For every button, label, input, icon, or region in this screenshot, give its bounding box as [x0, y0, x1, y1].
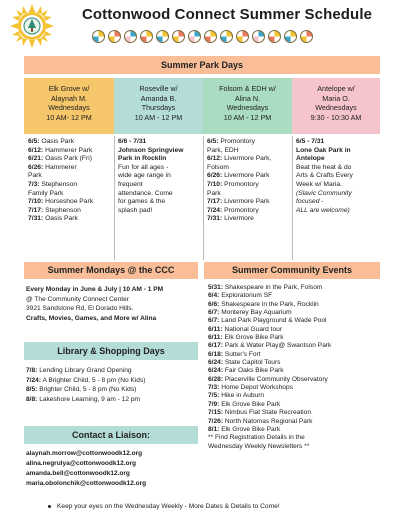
park-header-line: Alaynah M. [51, 93, 87, 103]
list-item [208, 384, 384, 392]
beach-ball-icon [300, 30, 313, 43]
item-date: 6/24: [208, 359, 224, 367]
mondays-schedule: Every Monday in June & July | 10 AM - 1 PM [26, 286, 164, 293]
park-column-roseville [114, 136, 203, 260]
list-item [208, 342, 384, 350]
list-item [26, 366, 200, 376]
list-item [207, 181, 288, 190]
list-item [207, 147, 288, 156]
item-text: Promontory [222, 180, 259, 188]
item-text: Exploratorium SF [219, 292, 273, 300]
item-text: North Natomas Regional Park [223, 417, 313, 425]
park-column-folsom [203, 136, 292, 260]
list-item [296, 198, 376, 207]
item-date: 6/26: [28, 163, 44, 171]
park-days-banner: Summer Park Days [24, 56, 380, 74]
park-column-header-roseville [114, 78, 203, 134]
library-list [26, 366, 200, 404]
item-text: attendance. Come [118, 189, 173, 197]
liaison-banner: Contact a Liaison: [24, 426, 198, 444]
item-text: Week w/ Maria. [296, 180, 342, 188]
item-text: Elk Grove Bike Park [219, 400, 281, 408]
item-text: Shakespeare in the Park, Folsom [223, 284, 323, 291]
item-text: Park & Water Play@ Swantson Park [223, 342, 332, 350]
item-date: Antelope [296, 155, 325, 163]
item-text: ** Find Registration Details in the [208, 434, 305, 442]
park-header-line: Maria O. [322, 93, 350, 103]
item-date: 7/31: [28, 215, 44, 223]
list-item [208, 367, 384, 375]
email-link[interactable]: amanda.bell@cottonwoodk12.org [26, 470, 130, 477]
list-item [118, 164, 199, 173]
item-text: Hike in Auburn [219, 392, 265, 400]
item-text: Hammerer [43, 163, 77, 171]
item-text: Elk Grove Bike Park [219, 425, 281, 433]
item-date: 8/1: [208, 425, 220, 433]
item-text: Beat the heat & do [296, 163, 352, 171]
item-text: Oasis Park [43, 215, 78, 223]
beach-ball-icon [236, 30, 249, 43]
item-date: 6/7: [208, 309, 220, 317]
item-text: Promontory [222, 206, 259, 214]
list-item [208, 292, 384, 300]
header [0, 0, 400, 56]
list-item [296, 164, 376, 173]
item-text: Lending Library Grand Opening [37, 367, 132, 374]
item-date: 7/9: [208, 400, 220, 408]
beach-ball-icon [108, 30, 121, 43]
item-date: 6/24: [208, 367, 224, 375]
item-text: focused - [296, 198, 324, 206]
beach-ball-icon [172, 30, 185, 43]
item-text: Promontory [218, 138, 255, 145]
item-text: Sutter's Fort [223, 350, 261, 358]
email-link[interactable]: alina.negrulya@cottonwoodk12.org [26, 460, 136, 467]
item-text: Livermore [222, 215, 254, 223]
item-text: Lakeshore Learning, 9 am - 12 pm [37, 395, 141, 403]
beach-ball-icon [268, 30, 281, 43]
sun-logo-icon [10, 4, 54, 48]
list-item [207, 207, 288, 216]
beach-ball-icon [252, 30, 265, 43]
beach-ball-icon [124, 30, 137, 43]
list-item [118, 181, 199, 190]
item-date: 7/10: [28, 198, 44, 206]
item-text: Fair Oaks Bike Park [223, 367, 284, 375]
list-item [296, 172, 376, 181]
item-text: A Brighter Child, 5 - 8 pm (No Kids) [41, 376, 146, 384]
list-item [118, 207, 199, 216]
events-list [208, 284, 384, 451]
footer-note [48, 503, 388, 510]
list-item [207, 215, 288, 224]
liaison-emails [26, 449, 200, 489]
item-text: Brighter Child, 5 - 8 pm (No Kids) [37, 386, 137, 394]
item-text: Folsom [207, 163, 229, 171]
item-date: Park in Rocklin [118, 155, 167, 163]
item-text: Arts & Crafts Every [296, 172, 353, 180]
mondays-banner: Summer Mondays @ the CCC [24, 262, 198, 279]
item-date: 7/3: [208, 384, 220, 392]
park-header-line: Folsom & EDH w/ [219, 84, 276, 93]
page-title: Cottonwood Connect Summer Schedule [81, 6, 373, 23]
beach-ball-icon [92, 30, 105, 43]
list-item [208, 359, 384, 367]
item-date: 6/5 - 7/31 [296, 138, 325, 145]
park-header-line: Alina N. [234, 93, 261, 103]
list-item [28, 215, 110, 224]
list-item [208, 409, 384, 417]
beach-ball-icon [204, 30, 217, 43]
list-item [296, 207, 376, 216]
list-item [26, 395, 200, 405]
item-date: 7/10: [207, 180, 223, 188]
item-date: 5/31: [208, 284, 224, 291]
park-column-header-folsom [203, 78, 292, 134]
item-text: Hammerer Park [43, 146, 93, 154]
item-text: Livermore Park, [222, 155, 272, 163]
item-date: 6/12: [28, 146, 44, 154]
list-item [296, 190, 376, 199]
item-text: Home Depot Workshops [219, 384, 293, 392]
list-item [208, 309, 384, 317]
item-date: 8/8: [26, 395, 38, 403]
list-item [296, 138, 376, 147]
item-date: 7/15: [208, 409, 224, 417]
mondays-details [26, 285, 200, 323]
park-header-line: 10 AM - 12 PM [223, 112, 272, 122]
item-date: 6/28: [208, 375, 224, 383]
item-date: 7/8: [26, 367, 38, 374]
mondays-location: @ The Community Connect Center [26, 295, 129, 303]
park-column-header-antelope [292, 78, 380, 134]
bullet-icon [48, 505, 51, 508]
item-date: Lone Oak Park in [296, 146, 351, 154]
item-text: Horseshoe Park [43, 198, 94, 206]
list-item [28, 147, 110, 156]
list-item [296, 181, 376, 190]
park-header-line: Antelope w/ [317, 84, 355, 93]
item-date: 7/24: [26, 376, 42, 384]
item-date: 8/5: [26, 386, 38, 394]
email-link[interactable]: alaynah.morrow@cottonwoodk12.org [26, 450, 143, 457]
list-item [208, 317, 384, 325]
list-item [208, 434, 384, 442]
item-text: splash pad! [118, 206, 153, 214]
list-item [118, 147, 199, 156]
list-item [28, 155, 110, 164]
list-item [207, 198, 288, 207]
list-item [208, 392, 384, 400]
item-date: 7/31: [207, 215, 223, 223]
item-text: National Guard tour [222, 325, 283, 333]
list-item [208, 326, 384, 334]
beach-ball-icon [140, 30, 153, 43]
park-header-line: 9:30 - 10:30 AM [310, 112, 362, 122]
beach-ball-icon [220, 30, 233, 43]
item-text: Stephenson [43, 206, 81, 214]
list-item [207, 155, 288, 164]
item-text: frequent [118, 180, 143, 188]
item-text: Wednesday Weekly Newsletters ** [208, 442, 310, 450]
list-item [208, 284, 384, 292]
item-date: 7/26: [208, 417, 224, 425]
list-item [28, 190, 110, 199]
list-item [118, 172, 199, 181]
item-text: Park [28, 172, 42, 180]
park-column-header-elk-grove [24, 78, 114, 134]
item-date: 6/18: [208, 350, 224, 358]
park-header-line: Wednesdays [48, 103, 90, 112]
item-date: 6/21: [28, 155, 44, 163]
beach-ball-icon [284, 30, 297, 43]
list-item [28, 164, 110, 173]
list-item [26, 376, 200, 386]
park-header-line: 10 AM - 12 PM [134, 112, 183, 122]
item-text: (Slavic Community [296, 189, 352, 197]
beach-ball-row [92, 30, 313, 44]
list-item [208, 426, 384, 434]
park-header-line: Elk Grove w/ [48, 84, 90, 93]
list-item [118, 190, 199, 199]
park-header-line: 10 AM- 12 PM [46, 112, 92, 122]
item-date: Johnson Springview [118, 146, 184, 154]
item-date: 7/3: [28, 180, 40, 188]
item-text: Livermore Park [222, 198, 270, 206]
list-item [208, 401, 384, 409]
list-item [118, 198, 199, 207]
item-date: 6/5: [207, 138, 219, 145]
list-item [296, 155, 376, 164]
item-date: 6/4: [208, 292, 220, 300]
item-text: Livermore Park [222, 172, 270, 180]
list-item [28, 198, 110, 207]
list-item [28, 181, 110, 190]
item-date: 6/11: [208, 334, 223, 342]
item-text: Oasis Park [39, 138, 75, 145]
item-date: 6/5: [28, 138, 40, 145]
item-text: Park, EDH [207, 146, 239, 154]
mondays-activities: Crafts, Movies, Games, and More w/ Alina [26, 314, 157, 322]
list-item [208, 418, 384, 426]
park-header-line: Thursdays [141, 103, 176, 112]
list-item [208, 334, 384, 342]
park-header-line: Wednesdays [226, 103, 269, 112]
item-text: Park [207, 189, 221, 197]
item-date: 7/5: [208, 392, 220, 400]
list-item [28, 172, 110, 181]
list-item [208, 351, 384, 359]
item-text: State Capitol Tours [223, 359, 281, 367]
item-text: Elk Grove Bike Park [222, 334, 284, 342]
list-item [118, 138, 199, 147]
list-item [207, 164, 288, 173]
item-date: 6/6: [208, 300, 220, 308]
list-item [207, 172, 288, 181]
item-text: Nimbus Flat State Recreation [223, 409, 311, 417]
list-item [208, 443, 384, 451]
item-text: Placerville Community Observatory [223, 375, 328, 383]
library-banner: Library & Shopping Days [24, 342, 198, 360]
item-text: ALL are welcome) [296, 206, 350, 214]
item-date: 7/17: [207, 198, 223, 206]
list-item [207, 190, 288, 199]
park-header-line: Amanda B. [140, 93, 177, 103]
item-date: 6/7: [208, 317, 220, 325]
list-item [28, 207, 110, 216]
item-date: 6/6 - 7/31 [118, 138, 147, 145]
item-text: Land Park Playground & Wade Pool [219, 317, 327, 325]
list-item [118, 155, 199, 164]
item-date: 7/17: [28, 206, 44, 214]
list-item [207, 138, 288, 147]
item-date: 7/24: [207, 206, 223, 214]
item-date: 6/12: [207, 155, 223, 163]
item-date: 6/17: [208, 342, 224, 350]
list-item [26, 385, 200, 395]
list-item [208, 301, 384, 309]
item-text: Stephenson [39, 180, 78, 188]
item-text: for games & the [118, 198, 166, 206]
list-item [208, 376, 384, 384]
park-header-line: Roseville w/ [139, 84, 178, 93]
beach-ball-icon [188, 30, 201, 43]
item-text: Fun for all ages - [118, 163, 169, 171]
item-date: 6/26: [207, 172, 223, 180]
park-column-antelope [292, 136, 380, 260]
item-text: Shakespeare in the Park, Rocklin [219, 300, 319, 308]
footer-text: Keep your eyes on the Wednesday Weekly - More Dates & Details to Come! [57, 503, 280, 510]
mondays-address: 3921 Sandstone Rd, El Dorado Hills. [26, 305, 134, 313]
item-text: Oasis Park (Fri) [43, 155, 92, 163]
item-text: wide age range in [118, 172, 171, 180]
park-header-line: Wednesdays [315, 103, 357, 112]
item-text: Monterey Bay Aquarium [219, 309, 292, 317]
list-item [296, 147, 376, 156]
park-column-elk-grove [24, 136, 114, 260]
list-item [28, 138, 110, 147]
beach-ball-icon [156, 30, 169, 43]
email-link[interactable]: maria.obolonchik@cottonwoodk12.org [26, 480, 147, 487]
item-text: Family Park [28, 189, 64, 197]
item-date: 6/11: [208, 325, 223, 333]
events-banner: Summer Community Events [204, 262, 380, 279]
